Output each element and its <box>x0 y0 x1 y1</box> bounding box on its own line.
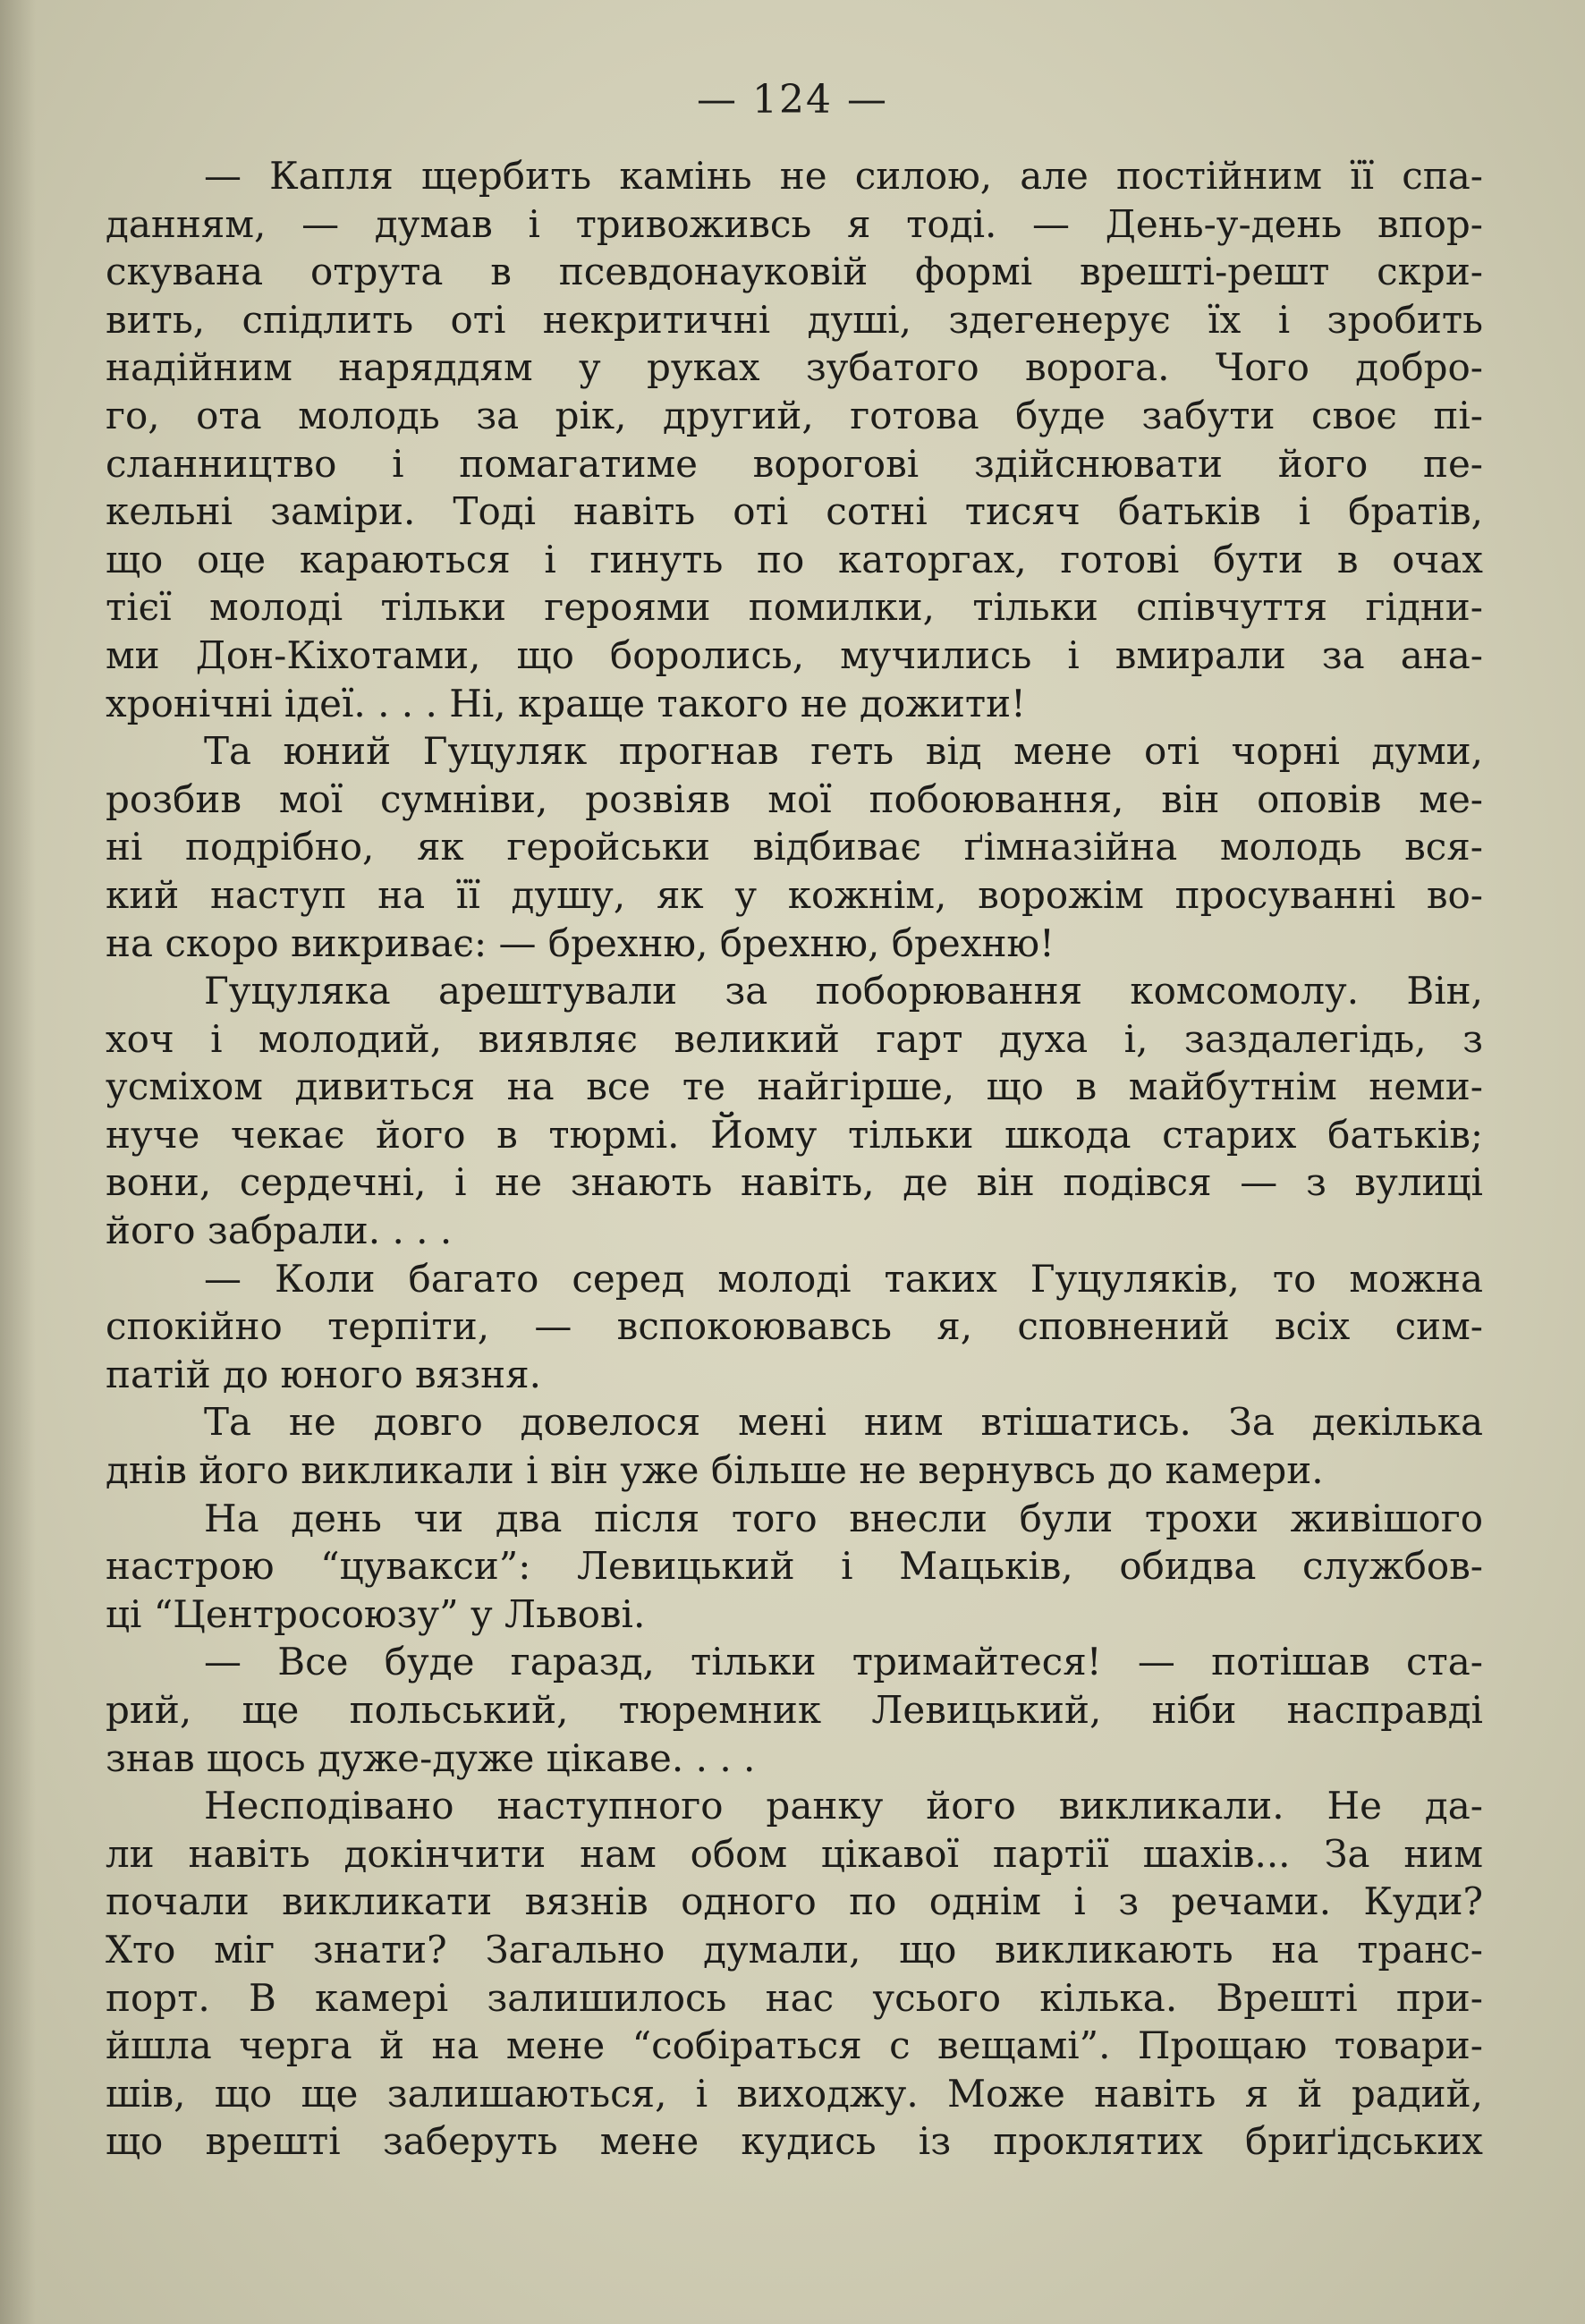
text-line: ми Дон-Кіхотами, що боролись, мучились і вмирали за ана- <box>106 632 1483 677</box>
paragraph <box>106 1255 1483 1399</box>
text-line: кий наступ на її душу, як у кожнім, ворожім просуванні во- <box>106 872 1483 917</box>
text-line: днів його викликали і він уже більше не вернувсь до камери. <box>106 1448 1324 1493</box>
text-line: почали викликати вязнів одного по однім і з речами. Куди? <box>106 1879 1483 1924</box>
text-line: — Все буде гаразд, тільки тримайтеся! — потішав ста- <box>204 1640 1483 1684</box>
text-line: го, ота молодь за рік, другий, готова буде забути своє пі- <box>106 393 1483 437</box>
text-line: данням, — думав і тривоживсь я тоді. — День-у-день впор- <box>106 201 1483 246</box>
body-text <box>106 152 1483 2166</box>
text-line: Та не довго довелося мені ним втішатись. За декілька <box>204 1400 1483 1445</box>
paragraph <box>106 1495 1483 1639</box>
text-line: на скоро викриває: — брехню, брехню, брехню! <box>106 920 1055 965</box>
text-line: тієї молоді тільки героями помилки, тільки співчуття гідни- <box>106 585 1483 630</box>
text-line: що врешті заберуть мене кудись із проклятих бриґідських <box>106 2119 1483 2164</box>
text-line: Хто міг знати? Загально думали, що викликають на транс- <box>106 1927 1483 1972</box>
text-line: ли навіть докінчити нам обом цікавої партії шахів... За ним <box>106 1831 1483 1876</box>
text-line: шів, що ще залишаються, і виходжу. Може навіть я й радий, <box>106 2071 1483 2116</box>
text-line: хронічні ідеї. . . . Ні, краще такого не дожити! <box>106 681 1026 725</box>
text-line: рий, ще польський, тюремник Левицький, ніби насправді <box>106 1688 1483 1732</box>
text-line: хоч і молодий, виявляє великий гарт духа і, заздалегідь, з <box>106 1016 1483 1061</box>
text-line: розбив мої сумніви, розвіяв мої побоювання, він оповів ме- <box>106 776 1483 821</box>
text-line: патій до юного вязня. <box>106 1352 541 1396</box>
text-line: його забрали. . . . <box>106 1209 453 1253</box>
text-line: сланництво і помагатиме ворогові здійснювати його пе- <box>106 441 1483 486</box>
text-line: настрою “цувакси”: Левицький і Мацьків, обидва службов- <box>106 1544 1483 1589</box>
text-line: знав щось дуже-дуже цікаве. . . . <box>106 1735 756 1780</box>
paragraph <box>106 967 1483 1255</box>
paragraph <box>106 727 1483 967</box>
text-line: що оце караються і гинуть по каторгах, готові бути в очах <box>106 537 1483 581</box>
paragraph <box>106 1782 1483 2166</box>
text-line: Та юний Гуцуляк прогнав геть від мене оті чорні думи, <box>204 729 1483 774</box>
paragraph <box>106 1638 1483 1782</box>
text-line: надійним наряддям у руках зубатого ворога. Чого добро- <box>106 345 1483 390</box>
paragraph <box>106 152 1483 727</box>
text-line: — Коли багато серед молоді таких Гуцуляків, то можна <box>204 1256 1483 1301</box>
text-line: ці “Центросоюзу” у Львові. <box>106 1591 646 1636</box>
text-line: На день чи два після того внесли були трохи живішого <box>204 1496 1483 1540</box>
text-line: — Капля щербить камінь не силою, але постійним її спа- <box>204 154 1483 198</box>
text-line: кельні заміри. Тоді навіть оті сотні тисяч батьків і братів, <box>106 489 1483 534</box>
text-line: ні подрібно, як геройськи відбиває ґімназійна молодь вся- <box>106 825 1483 869</box>
text-line: Несподівано наступного ранку його викликали. Не да- <box>204 1784 1483 1828</box>
paragraph <box>106 1398 1483 1494</box>
text-line: порт. В камері залишилось нас усього кілька. Врешті при- <box>106 1975 1483 2020</box>
text-line: йшла черга й на мене “собіраться с вещамі”. Прощаю товари- <box>106 2023 1483 2068</box>
text-line: спокійно терпіти, — вспокоювавсь я, сповнений всіх сим- <box>106 1304 1483 1349</box>
text-line: вони, сердечні, і не знають навіть, де він подівся — з вулиці <box>106 1160 1483 1205</box>
text-line: скувана отрута в псевдонауковій формі врешті-решт скри- <box>106 250 1483 294</box>
text-line: вить, спідлить оті некритичні душі, здегенерує їх і зробить <box>106 297 1483 342</box>
text-line: Гуцуляка арештували за поборювання комсомолу. Він, <box>204 969 1483 1014</box>
text-line: нуче чекає його в тюрмі. Йому тільки шкода старих батьків; <box>106 1112 1483 1157</box>
page-number: — 124 — <box>697 77 888 123</box>
page-edge-shadow <box>0 0 36 2324</box>
text-line: усміхом дивиться на все те найгірше, що в майбутнім неми- <box>106 1064 1483 1109</box>
